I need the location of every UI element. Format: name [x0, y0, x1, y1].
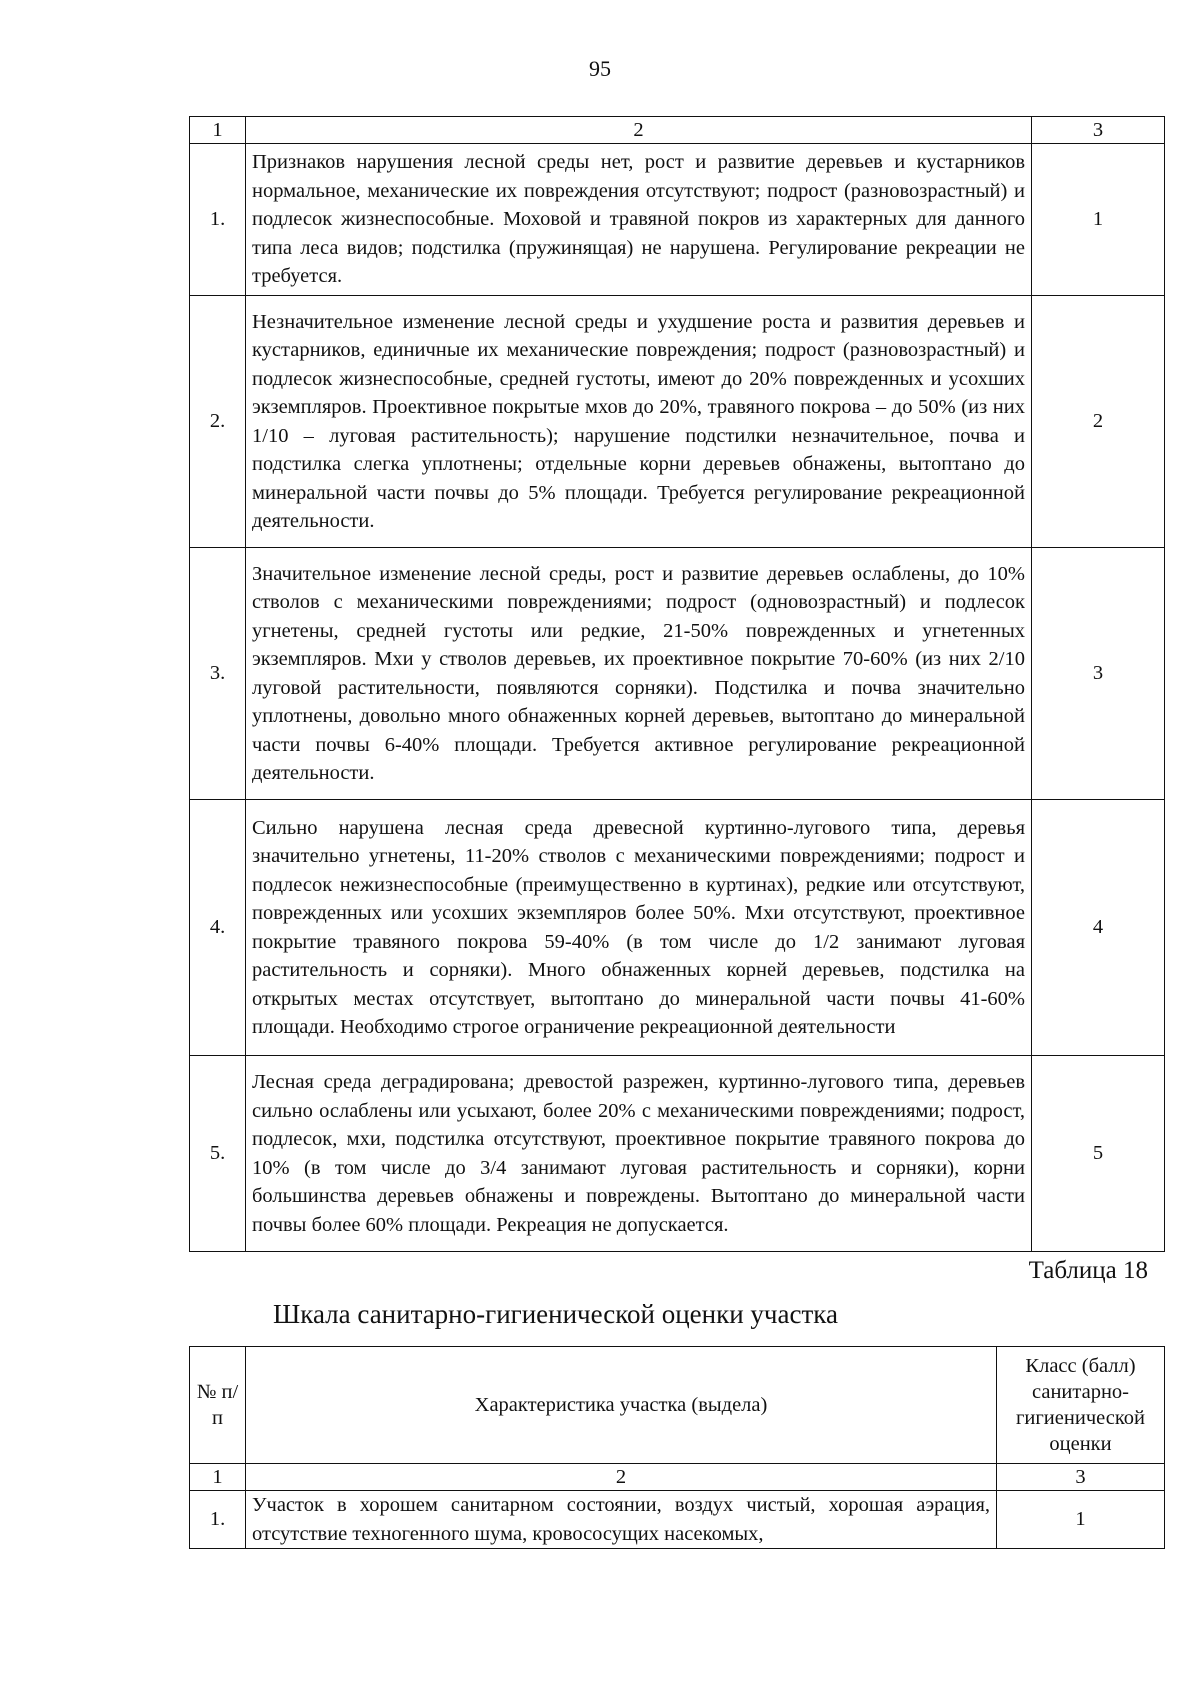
row-number-cell: 3. [190, 548, 246, 800]
row-number-cell: 5. [190, 1056, 246, 1252]
header-class-cell: Класс (балл) санитарно-гигиенической оценки [997, 1347, 1165, 1464]
column-number-cell: 2 [246, 117, 1032, 144]
header-characteristic-cell: Характеристика участка (выдела) [246, 1347, 997, 1464]
row-score-cell: 5 [1032, 1056, 1165, 1252]
table-row [190, 296, 1165, 548]
recreation-stage-table [189, 116, 1165, 1252]
table-header-row [190, 1347, 1165, 1464]
table-column-numbers-row [190, 117, 1165, 144]
row-description-cell: Лесная среда деградирована; древостой разрежен, куртинно-лугового типа, деревьев сильно ослаблены или усыхают, более 20% с механическими повреждениями; подрост, подлесок, мхи, подстилка отсутствуют, проективное покрытие травяного покрова до 10% (в том числе до 3/4 занимают луговая растительность и сорняки), корни большинства деревьев обнажены и повреждены. Вытоптано до минеральной части почвы более 60% площади. Рекреация не допускается. [246, 1056, 1032, 1252]
header-num-cell: № п/п [190, 1347, 246, 1464]
row-description-cell: Значительное изменение лесной среды, рост и развитие деревьев ослаблены, до 10% стволов с механическими повреждениями; подрост (одновозрастный) и подлесок угнетены, средней густоты или редкие, 21-50% поврежденных и угнетенных экземпляров. Мхи у стволов деревьев, их проективное покрытие 70-60% (из них 2/10 луговой растительности, появляются сорняки). Подстилка и почва значительно уплотнены, довольно много обнаженных корней деревьев, вытоптано до минеральной части почвы 6-40% площади. Требуется активное регулирование рекреационной деятельности. [246, 548, 1032, 800]
row-description-cell: Незначительное изменение лесной среды и ухудшение роста и развития деревьев и кустарников, единичные их механические повреждения; подрост (разновозрастный) и подлесок жизнеспособные, средней густоты, имеют до 20% поврежденных и усохших экземпляров. Проективное покрытые мхов до 20%, травяного покрова – до 50% (из них 1/10 – луговая растительность); нарушение подстилки незначительное, почва и подстилка слегка уплотнены; отдельные корни деревьев обнажены, вытоптано до минеральной части почвы до 5% площади. Требуется регулирование рекреационной деятельности. [246, 296, 1032, 548]
row-description-cell: Сильно нарушена лесная среда древесной куртинно-лугового типа, деревья значительно угнетены, 11-20% стволов с механическими повреждениями; подрост и подлесок нежизнеспособные (преимущественно в куртинах), редкие или отсутствуют, поврежденных или усохших экземпляров более 50%. Мхи отсутствуют, проективное покрытие травяного покрова 59-40% (в том числе до 1/2 занимают луговая растительность и сорняки). Много обнаженных корней деревьев, подстилка на открытых местах отсутствует, вытоптано до минеральной части почвы 41-60% площади. Необходимо строгое ограничение рекреационной деятельности [246, 800, 1032, 1056]
column-number-cell: 3 [1032, 117, 1165, 144]
table-label: Таблица 18 [1028, 1257, 1148, 1284]
table-title: Шкала санитарно-гигиенической оценки участка [273, 1299, 838, 1329]
table-row [190, 1491, 1165, 1549]
column-number-cell: 1 [190, 117, 246, 144]
row-score-cell: 1 [1032, 144, 1165, 296]
row-number-cell: 1. [190, 144, 246, 296]
sanitary-hygienic-scale-table [189, 1346, 1165, 1549]
row-description-cell: Участок в хорошем санитарном состоянии, воздух чистый, хорошая аэрация, отсутствие техногенного шума, кровососущих насекомых, [246, 1491, 997, 1549]
row-score-cell: 2 [1032, 296, 1165, 548]
row-score-cell: 1 [997, 1491, 1165, 1549]
column-number-cell: 2 [246, 1464, 997, 1491]
row-score-cell: 4 [1032, 800, 1165, 1056]
column-number-cell: 1 [190, 1464, 246, 1491]
page-number: 95 [589, 56, 611, 81]
table-column-numbers-row [190, 1464, 1165, 1491]
row-description-cell: Признаков нарушения лесной среды нет, рост и развитие деревьев и кустарников нормальное, механические их повреждения отсутствуют; подрост (разновозрастный) и подлесок жизнеспособные. Моховой и травяной покров из характерных для данного типа леса видов; подстилка (пружинящая) не нарушена. Регулирование рекреации не требуется. [246, 144, 1032, 296]
table-row [190, 548, 1165, 800]
row-number-cell: 2. [190, 296, 246, 548]
table-row [190, 144, 1165, 296]
table-row [190, 800, 1165, 1056]
table-row [190, 1056, 1165, 1252]
row-score-cell: 3 [1032, 548, 1165, 800]
row-number-cell: 1. [190, 1491, 246, 1549]
column-number-cell: 3 [997, 1464, 1165, 1491]
row-number-cell: 4. [190, 800, 246, 1056]
